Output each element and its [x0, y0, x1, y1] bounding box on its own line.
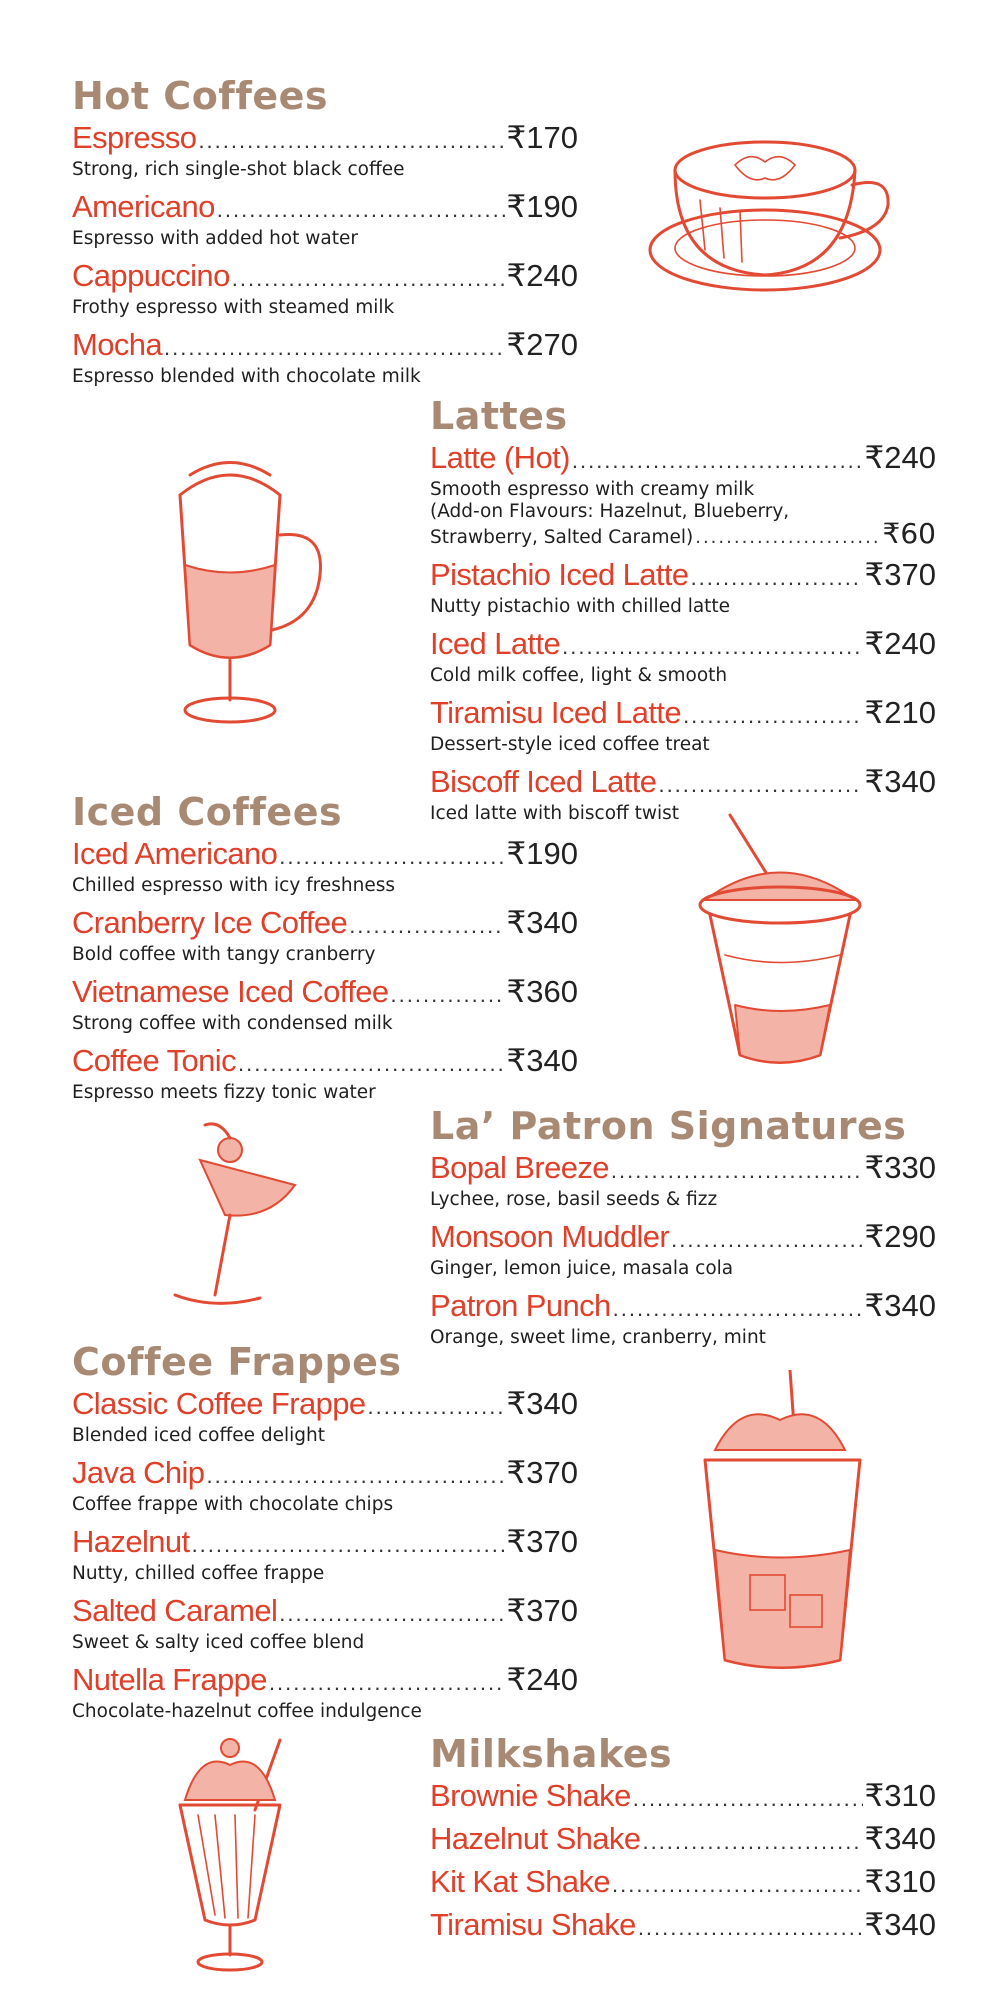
- menu-item-name: Mocha: [72, 327, 163, 362]
- menu-item-name: Cranberry Ice Coffee: [72, 905, 348, 940]
- menu-item-price: ₹340: [506, 1043, 578, 1078]
- menu-item-price: ₹210: [864, 695, 936, 730]
- menu-item-description: Cold milk coffee, light & smooth: [430, 665, 728, 686]
- dot-leader: [638, 1910, 863, 1946]
- dot-leader: [572, 443, 863, 479]
- section-title: Coffee Frappes: [72, 1340, 402, 1384]
- menu-item-price: ₹240: [506, 258, 578, 293]
- menu-item: [430, 695, 936, 756]
- menu-item: [430, 1150, 936, 1211]
- section-hot-coffees: [72, 74, 578, 396]
- dot-leader: [232, 261, 505, 297]
- menu-item: [430, 1219, 936, 1280]
- cappuccino-cup-icon: [640, 130, 900, 310]
- menu-item-description: Frothy espresso with steamed milk: [72, 297, 395, 318]
- menu-item-line: [72, 189, 578, 228]
- menu-item-price: ₹240: [506, 1662, 578, 1697]
- dot-leader: [238, 1046, 505, 1082]
- section-title: Lattes: [430, 394, 568, 438]
- menu-list: [72, 1386, 578, 1723]
- dot-leader: [611, 1153, 863, 1189]
- menu-item-line: [72, 1662, 578, 1701]
- menu-item-line: [72, 1386, 578, 1425]
- menu-item-line: [430, 1288, 936, 1327]
- menu-item-line: [430, 626, 936, 665]
- menu-item-line: [72, 327, 578, 366]
- menu-item: [72, 1593, 578, 1654]
- frappe-cup-icon: [680, 1370, 880, 1680]
- menu-item-description: Strong, rich single-shot black coffee: [72, 159, 405, 180]
- menu-item-price: ₹290: [864, 1219, 936, 1254]
- menu-item: [72, 905, 578, 966]
- dot-leader: [279, 839, 504, 875]
- menu-item: [430, 1864, 936, 1903]
- section-iced-coffees: [72, 790, 578, 1112]
- menu-item: [430, 440, 936, 549]
- menu-item-name: Cappuccino: [72, 258, 230, 293]
- menu-item-price: ₹370: [506, 1524, 578, 1559]
- menu-list: [430, 440, 936, 825]
- addon-flavours-text: Strawberry, Salted Caramel): [430, 527, 694, 548]
- section-coffee-frappes: [72, 1340, 578, 1731]
- menu-item-description: Espresso with added hot water: [72, 228, 358, 249]
- menu-item-description: Chocolate-hazelnut coffee indulgence: [72, 1701, 422, 1722]
- menu-item: [72, 1662, 578, 1723]
- menu-item-price: ₹340: [864, 764, 936, 799]
- menu-item-price: ₹360: [506, 974, 578, 1009]
- menu-list: [430, 1778, 936, 1946]
- menu-item-name: Tiramisu Shake: [430, 1907, 636, 1942]
- section-milkshakes: [430, 1732, 936, 1950]
- section-title: La’ Patron Signatures: [430, 1104, 907, 1148]
- menu-item-price: ₹330: [864, 1150, 936, 1185]
- menu-item-name: Java Chip: [72, 1455, 205, 1490]
- menu-item-name: Monsoon Muddler: [430, 1219, 670, 1254]
- menu-item-price: ₹370: [506, 1455, 578, 1490]
- menu-item-name: Classic Coffee Frappe: [72, 1386, 366, 1421]
- dot-leader: [613, 1291, 863, 1327]
- dot-leader: [164, 330, 505, 366]
- menu-item-description: Blended iced coffee delight: [72, 1425, 326, 1446]
- dot-leader: [198, 123, 504, 159]
- dot-leader: [368, 1389, 505, 1425]
- irish-coffee-glass-icon: [140, 455, 340, 735]
- menu-item-description: Nutty, chilled coffee frappe: [72, 1563, 325, 1584]
- menu-item: [72, 1455, 578, 1516]
- menu-item-line: [72, 1593, 578, 1632]
- menu-item-name: Tiramisu Iced Latte: [430, 695, 682, 730]
- menu-item-line: [72, 1455, 578, 1494]
- dot-leader: [349, 908, 504, 944]
- menu-item: [430, 626, 936, 687]
- menu-item-name: Biscoff Iced Latte: [430, 764, 657, 799]
- menu-item-price: ₹190: [506, 836, 578, 871]
- menu-item-name: Kit Kat Shake: [430, 1864, 611, 1899]
- menu-item-name: Pistachio Iced Latte: [430, 557, 689, 592]
- menu-item-description: Smooth espresso with creamy milk (Add-on Flavours: Hazelnut, Blueberry,: [430, 479, 790, 522]
- menu-item-line: [430, 1219, 936, 1258]
- addon-flavours-line: [430, 517, 936, 550]
- milkshake-glass-icon: [160, 1720, 310, 1980]
- menu-item-line: [72, 974, 578, 1013]
- dot-leader: [671, 1222, 862, 1258]
- menu-item-description: Coffee frappe with chocolate chips: [72, 1494, 394, 1515]
- dot-leader: [192, 1527, 505, 1563]
- menu-item-name: Brownie Shake: [430, 1778, 631, 1813]
- menu-item-name: Latte (Hot): [430, 440, 570, 475]
- menu-item-price: ₹370: [864, 557, 936, 592]
- menu-list: [430, 1150, 936, 1349]
- menu-item-name: Salted Caramel: [72, 1593, 278, 1628]
- menu-item: [430, 557, 936, 618]
- menu-item-line: [430, 1864, 936, 1903]
- section-signatures: [430, 1104, 936, 1357]
- menu-item-description: Strong coffee with condensed milk: [72, 1013, 393, 1034]
- addon-price: ₹60: [882, 517, 936, 550]
- menu-item-line: [430, 1778, 936, 1817]
- section-title: Hot Coffees: [72, 74, 329, 118]
- menu-item-name: Hazelnut Shake: [430, 1821, 641, 1856]
- menu-item: [72, 1524, 578, 1585]
- menu-item-line: [72, 1043, 578, 1082]
- dot-leader: [683, 698, 862, 734]
- menu-item-description: Chilled espresso with icy freshness: [72, 875, 396, 896]
- menu-item-description: Iced latte with biscoff twist: [430, 803, 680, 824]
- menu-item-description: Sweet & salty iced coffee blend: [72, 1632, 365, 1653]
- menu-item-line: [430, 557, 936, 596]
- menu-item-name: Vietnamese Iced Coffee: [72, 974, 389, 1009]
- menu-item-price: ₹340: [864, 1907, 936, 1942]
- menu-item-line: [72, 1524, 578, 1563]
- menu-item-price: ₹270: [506, 327, 578, 362]
- menu-item-price: ₹370: [506, 1593, 578, 1628]
- menu-item-name: Coffee Tonic: [72, 1043, 236, 1078]
- menu-item-description: Bold coffee with tangy cranberry: [72, 944, 376, 965]
- section-title: Milkshakes: [430, 1732, 673, 1776]
- dot-leader: [391, 977, 505, 1013]
- dot-leader: [206, 1458, 504, 1494]
- menu-item-description: Nutty pistachio with chilled latte: [430, 596, 731, 617]
- menu-item-price: ₹310: [864, 1864, 936, 1899]
- menu-item: [72, 120, 578, 181]
- menu-item: [72, 1386, 578, 1447]
- iced-coffee-cup-icon: [680, 805, 880, 1075]
- dot-leader: [562, 629, 862, 665]
- menu-item-line: [430, 1907, 936, 1946]
- menu-item-line: [72, 836, 578, 875]
- menu-item: [72, 189, 578, 250]
- dot-leader: [695, 527, 880, 549]
- dot-leader: [633, 1781, 863, 1817]
- menu-item-price: ₹310: [864, 1778, 936, 1813]
- menu-item-name: Hazelnut: [72, 1524, 190, 1559]
- menu-item-line: [430, 440, 936, 479]
- menu-item-name: Patron Punch: [430, 1288, 611, 1323]
- menu-item-line: [430, 1150, 936, 1189]
- menu-item: [72, 258, 578, 319]
- menu-item-line: [430, 1821, 936, 1860]
- dot-leader: [279, 1596, 504, 1632]
- dot-leader: [642, 1824, 862, 1860]
- menu-item-name: Bopal Breeze: [430, 1150, 609, 1185]
- section-title: Iced Coffees: [72, 790, 343, 834]
- menu-item: [72, 974, 578, 1035]
- menu-item: [430, 1821, 936, 1860]
- menu-item-name: Nutella Frappe: [72, 1662, 267, 1697]
- menu-item-name: Americano: [72, 189, 215, 224]
- menu-item: [72, 836, 578, 897]
- menu-item-price: ₹340: [864, 1288, 936, 1323]
- menu-item-line: [72, 258, 578, 297]
- menu-item: [430, 1778, 936, 1817]
- menu-item-line: [72, 905, 578, 944]
- menu-item-line: [430, 695, 936, 734]
- menu-item-price: ₹190: [506, 189, 578, 224]
- menu-item-price: ₹240: [864, 440, 936, 475]
- dot-leader: [269, 1665, 505, 1701]
- dot-leader: [217, 192, 505, 228]
- menu-list: [72, 120, 578, 388]
- menu-item-description: Espresso meets fizzy tonic water: [72, 1082, 376, 1103]
- dot-leader: [658, 767, 862, 803]
- menu-item: [72, 1043, 578, 1104]
- menu-item-name: Iced Americano: [72, 836, 278, 871]
- menu-item-description: Lychee, rose, basil seeds & fizz: [430, 1189, 718, 1210]
- menu-item-description: Espresso blended with chocolate milk: [72, 366, 421, 387]
- section-lattes: [430, 394, 936, 833]
- menu-item-description: Orange, sweet lime, cranberry, mint: [430, 1327, 766, 1348]
- menu-item-name: Iced Latte: [430, 626, 561, 661]
- menu-list: [72, 836, 578, 1104]
- menu-item-description: Ginger, lemon juice, masala cola: [430, 1258, 734, 1279]
- cocktail-glass-icon: [160, 1120, 310, 1320]
- menu-item-price: ₹240: [864, 626, 936, 661]
- dot-leader: [691, 560, 863, 596]
- menu-item: [72, 327, 578, 388]
- menu-item-line: [72, 120, 578, 159]
- menu-item-price: ₹340: [864, 1821, 936, 1856]
- menu-item-name: Espresso: [72, 120, 197, 155]
- menu-item-description: Dessert-style iced coffee treat: [430, 734, 710, 755]
- dot-leader: [612, 1867, 863, 1903]
- menu-item-price: ₹170: [506, 120, 578, 155]
- menu-item-price: ₹340: [506, 905, 578, 940]
- menu-item-price: ₹340: [506, 1386, 578, 1421]
- menu-item: [430, 1907, 936, 1946]
